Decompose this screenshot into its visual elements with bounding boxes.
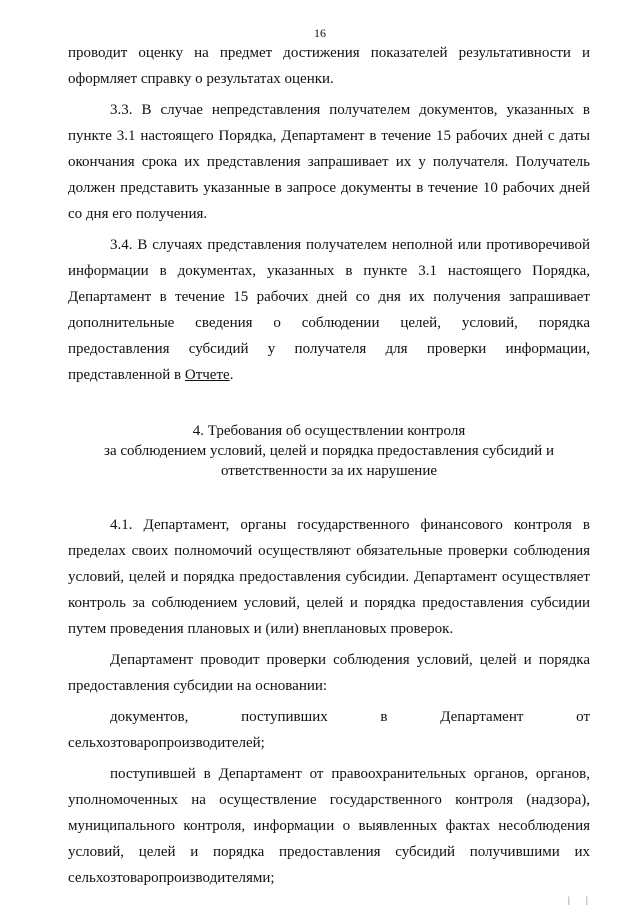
paragraph-3-3: 3.3. В случае непредставления получателем документов, указанных в пункте 3.1 настоящего Порядка, Департамент в течение 15 рабочих дней с даты окончания срока их представления запрашивает их у получателя. Получатель должен представить указанные в запросе документы в течение 10 рабочих дней со дня его получения. <box>68 102 590 222</box>
page-number: 16 <box>314 26 326 40</box>
section-4-heading <box>68 421 590 481</box>
paragraph-3-4 <box>68 232 590 388</box>
section-4-heading-line2: за соблюдением условий, целей и порядка предоставления субсидий и ответственности за их нарушение <box>104 443 554 479</box>
corner-marks: | | <box>568 895 595 905</box>
paragraph-4-1: 4.1. Департамент, органы государственного финансового контроля в пределах своих полномочий осуществляют обязательные проверки соблюдения условий, целей и порядка предоставления субсидии. Департамент осуществляет контроль за соблюдением условий, целей и порядка предоставления субсидии путем проведения плановых и (или) внеплановых проверок. <box>68 517 590 637</box>
list-item-violations-info: поступившей в Департамент от правоохранительных органов, органов, уполномоченных на осуществление государственного контроля (надзора), муниципального контроля, информации о выявленных фактах несоблюдения условий, целей и порядка предоставления субсидий получившими их сельхозтоваропроизводителями; <box>68 766 590 886</box>
document-body <box>68 40 590 891</box>
section-4-heading-line1: 4. Требования об осуществлении контроля <box>192 423 466 439</box>
list-item-documents: документов, поступивших в Департамент от сельхозтоваропроизводителей; <box>68 709 590 751</box>
paragraph-3-4-text: 3.4. В случаях представления получателем неполной или противоречивой информации в документах, указанных в пункте 3.1 настоящего Порядка, Департамент в течение 15 рабочих дней со дня их получения запрашивает дополнительные сведения о соблюдении целей, условий, порядка предоставления субсидий у получателя для проверки информации, представленной в <box>68 237 590 383</box>
report-link[interactable]: Отчете <box>184 367 230 383</box>
paragraph-3-4-end: . <box>229 367 234 383</box>
paragraph-inspection-basis: Департамент проводит проверки соблюдения условий, целей и порядка предоставления субсидии на основании: <box>68 652 590 694</box>
paragraph-continuation: проводит оценку на предмет достижения показателей результативности и оформляет справку о результатах оценки. <box>68 45 590 87</box>
